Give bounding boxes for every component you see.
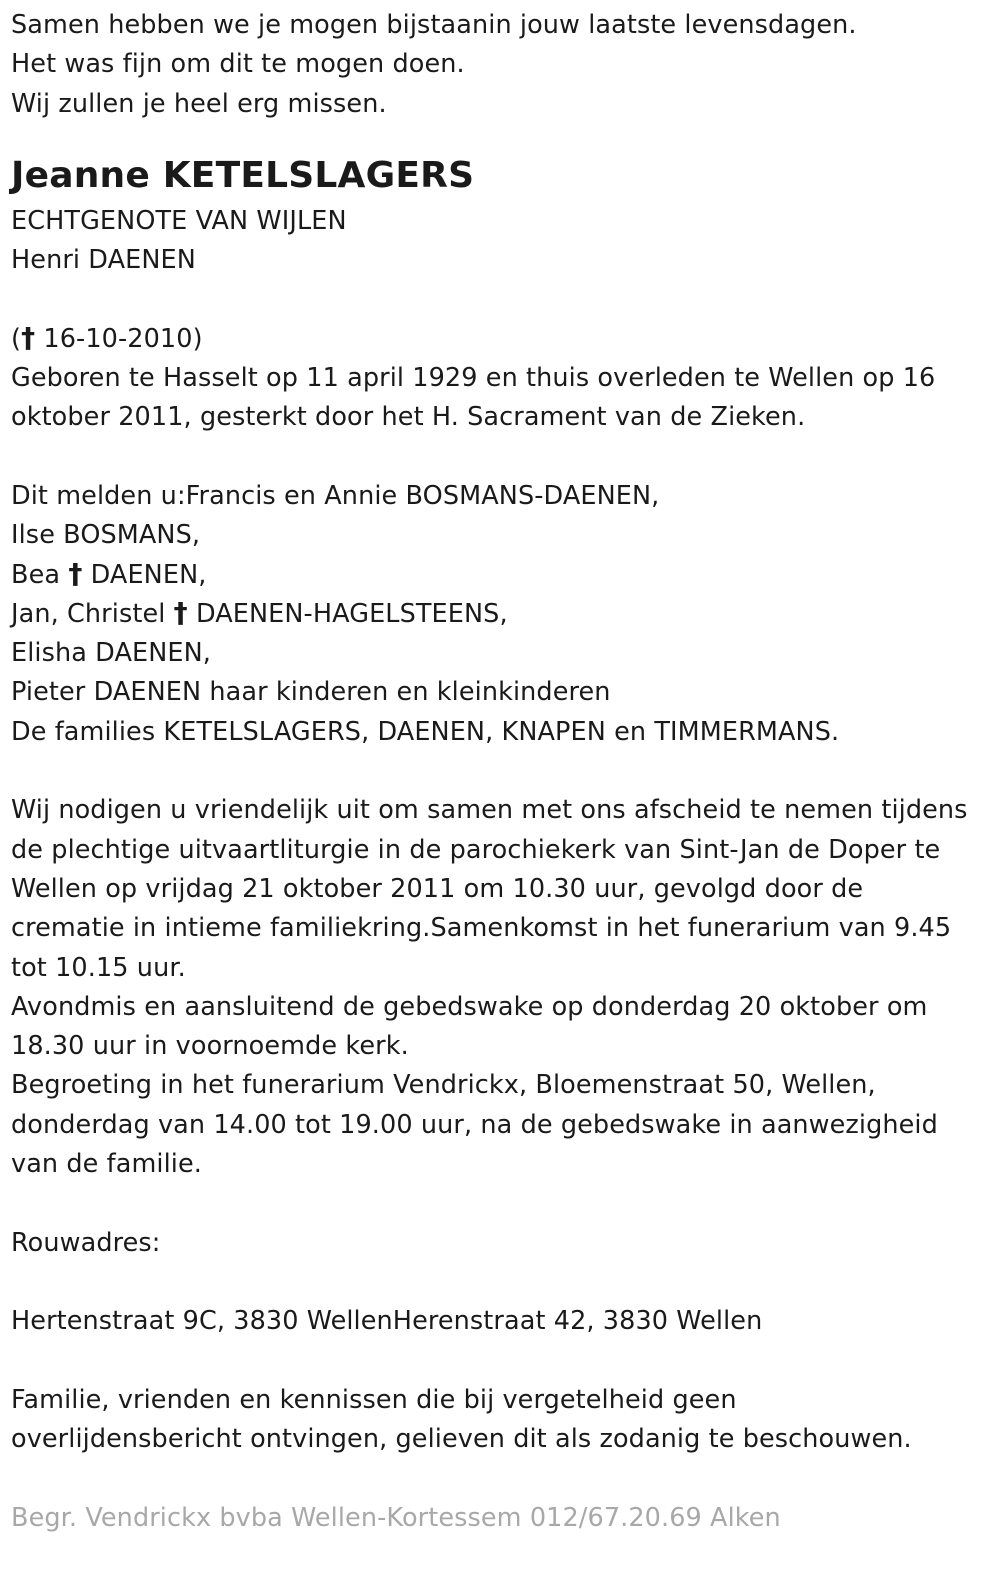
announcer-name: Jan, Christel xyxy=(11,598,174,629)
announcer-surname: DAENEN-HAGELSTEENS, xyxy=(187,598,508,629)
spacer xyxy=(11,1184,1000,1223)
announcer-line xyxy=(11,556,1000,595)
address-value: Hertenstraat 9C, 3830 WellenHerenstraat 42, 3830 Wellen xyxy=(11,1306,763,1337)
spacer xyxy=(11,438,1000,477)
cross-icon: † xyxy=(68,556,83,590)
invitation-text: Wij nodigen u vriendelijk uit om samen met ons afscheid te nemen tijdens de plechtige uitvaartliturgie in de parochiekerk van Sint-Jan de Doper te Wellen op vrijdag 21 oktober 2011 om 10.30 uur, gevolgd door de crematie in intieme familiekring.Samenkomst in het funerarium van 9.45 tot 10.15 uur. xyxy=(11,795,968,983)
service-section xyxy=(11,791,1000,1184)
announcer-line: Ilse BOSMANS, xyxy=(11,520,201,551)
deceased-name: Jeanne KETELSLAGERS xyxy=(11,154,475,196)
paren-open: ( xyxy=(11,323,22,354)
deceased-details xyxy=(11,202,1000,438)
spacer xyxy=(11,280,1000,319)
spacer xyxy=(11,752,1000,791)
intro-line: Samen hebben we je mogen bijstaanin jouw laatste levensdagen. xyxy=(11,10,857,40)
intro-line: Wij zullen je heel erg missen. xyxy=(11,88,387,119)
cross-icon: † xyxy=(21,320,36,354)
announcer-line: Dit melden u:Francis en Annie BOSMANS-DAENEN, xyxy=(11,480,660,511)
funeral-home-credit: Begr. Vendrickx bvba Wellen-Kortessem 012/67.20.69 Alken xyxy=(11,1502,781,1533)
cross-icon: † xyxy=(173,595,188,629)
announcer-line: Elisha DAENEN, xyxy=(11,638,211,669)
spouse-name: Henri DAENEN xyxy=(11,245,196,276)
birth-death-text: Geboren te Hasselt op 11 april 1929 en thuis overleden te Wellen op 16 oktober 2011, gesterkt door het H. Sacrament van de Zieken. xyxy=(11,363,936,433)
greeting-text: Begroeting in het funerarium Vendrickx, Bloemenstraat 50, Wellen, donderdag van 14.00 tot 19.00 uur, na de gebedswake in aanwezigheid van de familie. xyxy=(11,1070,938,1180)
announcer-name: Bea xyxy=(11,559,69,590)
vigil-text: Avondmis en aansluitend de gebedswake op donderdag 20 oktober om 18.30 uur in voornoemde kerk. xyxy=(11,991,928,1062)
spacer xyxy=(11,1342,1000,1381)
address-section xyxy=(11,1224,1000,1342)
announcer-line xyxy=(11,595,1000,634)
announcer-surname: DAENEN, xyxy=(82,559,207,590)
announcer-line: Pieter DAENEN haar kinderen en kleinkinderen xyxy=(11,677,611,708)
intro-section xyxy=(11,6,1000,124)
announcers-section xyxy=(11,477,1000,752)
intro-line: Het was fijn om dit te mogen doen. xyxy=(11,49,465,80)
spouse-death-date xyxy=(11,320,1000,359)
notice-text: Familie, vrienden en kennissen die bij vergetelheid geen overlijdensbericht ontvingen, gelieven dit als zodanig te beschouwen. xyxy=(11,1384,912,1455)
spacer xyxy=(11,1459,1000,1498)
spacer xyxy=(11,1263,1000,1302)
date-text: 16-10-2010) xyxy=(43,323,203,354)
address-label: Rouwadres: xyxy=(11,1227,161,1258)
announcer-line: De families KETELSLAGERS, DAENEN, KNAPEN en TIMMERMANS. xyxy=(11,716,840,747)
relation-text: ECHTGENOTE VAN WIJLEN xyxy=(11,205,347,236)
